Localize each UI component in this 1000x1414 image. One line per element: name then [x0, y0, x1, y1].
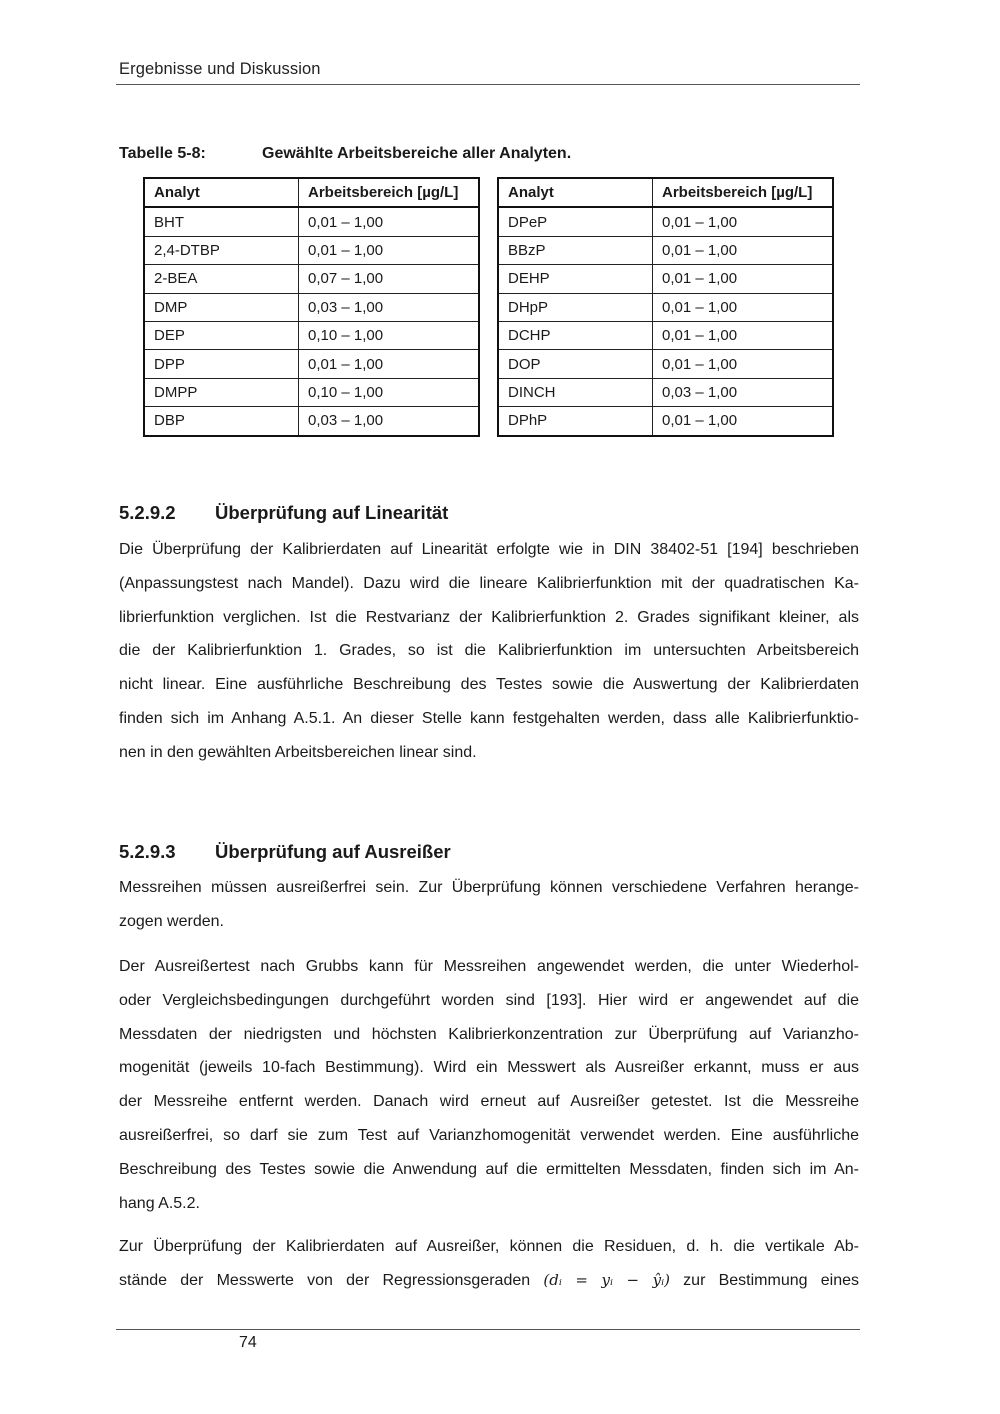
- section-number: 5.2.9.3: [119, 841, 176, 862]
- analyt-cell: DPP: [144, 350, 299, 378]
- paragraph-residuals-last-line: [119, 1264, 859, 1298]
- text-line: die der Kalibrierfunktion 1. Grades, so ist die Kalibrierfunktion im untersuchten Arbeitsbereich: [119, 642, 859, 660]
- column-header-range: Arbeitsbereich [µg/L]: [653, 178, 834, 207]
- table-row: [498, 378, 833, 406]
- paragraph-grubbs: [119, 950, 859, 1220]
- text-line: nicht linear. Eine ausführliche Beschreibung des Testes sowie die Auswertung der Kalibrierdaten: [119, 676, 859, 694]
- section-title: Überprüfung auf Linearität: [215, 502, 449, 523]
- text-line: der Messreihe entfernt werden. Danach wird erneut auf Ausreißer getestet. Ist die Messreihe: [119, 1093, 859, 1111]
- analyt-cell: DINCH: [498, 378, 653, 406]
- table-row: [144, 321, 479, 349]
- text-line: ausreißerfrei, so darf sie zum Test auf Varianzhomogenität verwendet werden. Eine ausführliche: [119, 1126, 859, 1144]
- residual-formula: (dᵢ = yᵢ − ŷᵢ): [543, 1271, 670, 1289]
- table-right: [497, 177, 834, 437]
- text-line: oder Vergleichsbedingungen durchgeführt worden sind [193]. Hier wird er angewendet auf die: [119, 991, 859, 1009]
- column-header-analyt: Analyt: [498, 178, 653, 207]
- text-line: (Anpassungstest nach Mandel). Dazu wird die lineare Kalibrierfunktion mit der quadratischen Ka-: [119, 574, 859, 592]
- text-line: Zur Überprüfung der Kalibrierdaten auf Ausreißer, können die Residuen, d. h. die vertikale Ab-: [119, 1238, 859, 1255]
- range-cell: 0,01 – 1,00: [299, 350, 480, 378]
- table-row: [498, 293, 833, 321]
- range-cell: 0,01 – 1,00: [653, 236, 834, 264]
- text-line: mogenität (jeweils 10-fach Bestimmung). Wird ein Messwert als Ausreißer erkannt, muss er aus: [119, 1059, 859, 1077]
- range-cell: 0,01 – 1,00: [299, 207, 480, 236]
- analyt-cell: BHT: [144, 207, 299, 236]
- table-caption-text: Gewählte Arbeitsbereiche aller Analyten.: [262, 145, 572, 162]
- text-line: stände der Messwerte von der Regressionsgeraden (dᵢ = yᵢ − ŷᵢ) zur Bestimmung eines: [119, 1271, 859, 1289]
- analyt-cell: DMPP: [144, 378, 299, 406]
- range-cell: 0,01 – 1,00: [653, 293, 834, 321]
- analyt-cell: DOP: [498, 350, 653, 378]
- text-line: hang A.5.2.: [119, 1194, 200, 1212]
- table-caption-label: Tabelle 5-8:: [119, 145, 206, 162]
- range-cell: 0,03 – 1,00: [653, 378, 834, 406]
- table-left: [143, 177, 480, 437]
- analyt-cell: BBzP: [498, 236, 653, 264]
- analyt-cell: DEP: [144, 321, 299, 349]
- text-line: Die Überprüfung der Kalibrierdaten auf Linearität erfolgte wie in DIN 38402-51 [194] beschrieben: [119, 541, 859, 558]
- analyt-cell: DCHP: [498, 321, 653, 349]
- table-row: [498, 207, 833, 236]
- table-row: [498, 265, 833, 293]
- range-cell: 0,10 – 1,00: [299, 321, 480, 349]
- table-row: [144, 350, 479, 378]
- range-cell: 0,03 – 1,00: [299, 293, 480, 321]
- analyt-cell: DHpP: [498, 293, 653, 321]
- table-caption: [119, 145, 571, 163]
- analyt-cell: DBP: [144, 407, 299, 436]
- analyt-cell: DPhP: [498, 407, 653, 436]
- table-row: [144, 378, 479, 406]
- range-cell: 0,10 – 1,00: [299, 378, 480, 406]
- section-title: Überprüfung auf Ausreißer: [215, 841, 451, 862]
- table-row: [498, 350, 833, 378]
- table-row: [144, 293, 479, 321]
- range-cell: 0,01 – 1,00: [653, 407, 834, 436]
- paragraph-linearity: [119, 533, 859, 770]
- paragraph-outliers-intro: [119, 871, 859, 939]
- table-header-row: [144, 178, 479, 207]
- text-line: finden sich im Anhang A.5.1. An dieser Stelle kann festgehalten werden, dass alle Kalibrierfunktio-: [119, 709, 859, 727]
- table-header-row: [498, 178, 833, 207]
- table-row: [498, 321, 833, 349]
- footer-rule: [116, 1329, 860, 1330]
- table-row: [144, 236, 479, 264]
- text-line: Messreihen müssen ausreißerfrei sein. Zur Überprüfung können verschiedene Verfahren herange-: [119, 879, 859, 896]
- section-number: 5.2.9.2: [119, 502, 176, 523]
- range-cell: 0,01 – 1,00: [653, 207, 834, 236]
- running-header: Ergebnisse und Diskussion: [119, 60, 321, 78]
- range-cell: 0,01 – 1,00: [653, 350, 834, 378]
- range-cell: 0,01 – 1,00: [299, 236, 480, 264]
- analyt-cell: DEHP: [498, 265, 653, 293]
- section-heading-linearity: [119, 502, 448, 524]
- text-line: Beschreibung des Testes sowie die Anwendung auf die ermittelten Messdaten, finden sich im An-: [119, 1160, 859, 1178]
- analyt-cell: 2,4-DTBP: [144, 236, 299, 264]
- paragraph-residuals: [119, 1230, 859, 1264]
- table-row: [498, 407, 833, 436]
- table-row: [144, 265, 479, 293]
- text-line: nen in den gewählten Arbeitsbereichen linear sind.: [119, 743, 477, 761]
- table-row: [144, 207, 479, 236]
- table-row: [144, 407, 479, 436]
- analyt-cell: DPeP: [498, 207, 653, 236]
- range-cell: 0,01 – 1,00: [653, 265, 834, 293]
- header-rule: [116, 84, 860, 85]
- column-header-range: Arbeitsbereich [µg/L]: [299, 178, 480, 207]
- range-cell: 0,01 – 1,00: [653, 321, 834, 349]
- section-heading-outliers: [119, 841, 451, 863]
- text-line: Messdaten der niedrigsten und höchsten Kalibrierkonzentration zur Überprüfung auf Varianzho-: [119, 1025, 859, 1043]
- range-cell: 0,03 – 1,00: [299, 407, 480, 436]
- table-row: [498, 236, 833, 264]
- analyt-cell: DMP: [144, 293, 299, 321]
- range-cell: 0,07 – 1,00: [299, 265, 480, 293]
- column-header-analyt: Analyt: [144, 178, 299, 207]
- text-line: librierfunktion verglichen. Ist die Restvarianz der Kalibrierfunktion 2. Grades signifikant kleiner, als: [119, 608, 859, 626]
- page-number: 74: [239, 1334, 257, 1351]
- text-line: Der Ausreißertest nach Grubbs kann für Messreihen angewendet werden, die unter Wiederhol-: [119, 958, 859, 975]
- text-line: zogen werden.: [119, 912, 224, 930]
- analyt-cell: 2-BEA: [144, 265, 299, 293]
